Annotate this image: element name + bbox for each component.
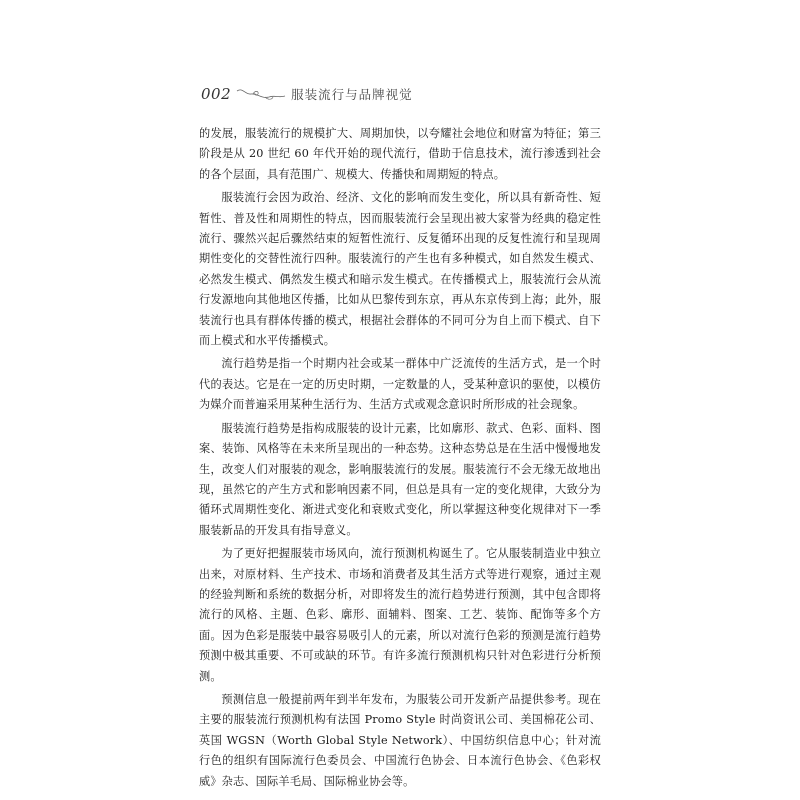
page-number: 002: [201, 85, 232, 103]
paragraph: 为了更好把握服装市场风向，流行预测机构诞生了。它从服装制造业中独立出来，对原材料、生产技术、市场和消费者及其生活方式等进行观察，通过主观的经验判断和系统的数据分析，对即将发生的流行趋势进行预测，其中包含即将流行的风格、主题、色彩、廓形、面辅料、图案、工艺、装饰、配饰等多个方面。因为色彩是服装中最容易吸引人的元素，所以对流行色彩的预测是流行趋势预测中极其重要、不可或缺的环节。有许多流行预测机构只针对色彩进行分析预测。: [199, 547, 601, 683]
paragraph: 流行趋势是指一个时期内社会或某一群体中广泛流传的生活方式，是一个时代的表达。它是在一定的历史时期，一定数量的人，受某种意识的驱使，以模仿为媒介而普遍采用某种生活行为、生活方式或观念意识时所形成的社会现象。: [199, 357, 601, 412]
body-text: [199, 124, 601, 792]
running-header: [201, 82, 413, 106]
paragraph: 服装流行会因为政治、经济、文化的影响而发生变化，所以具有新奇性、短暂性、普及性和周期性的特点，因而服装流行会呈现出被大家誉为经典的稳定性流行、骤然兴起后骤然结束的短暂性流行、反复循环出现的反复性流行和呈现周期性变化的交替性流行四种。服装流行的产生也有多种模式，如自然发生模式、必然发生模式、偶然发生模式和暗示发生模式。在传播模式上，服装流行会从流行发源地向其他地区传播，比如从巴黎传到东京，再从东京传到上海；此外，服装流行也具有群体传播的模式，根据社会群体的不同可分为自上而下模式、自下而上模式和水平传播模式。: [199, 191, 601, 348]
paragraph: 服装流行趋势是指构成服装的设计元素，比如廓形、款式、色彩、面料、图案、装饰、风格等在未来所呈现出的一种态势。这种态势总是在生活中慢慢地发生，改变人们对服装的观念，影响服装流行的发展。服装流行不会无缘无故地出现，虽然它的产生方式和影响因素不同，但总是具有一定的变化规律，大致分为循环式周期性变化、渐进式变化和衰败式变化，所以掌握这种变化规律对下一季服装新品的开发具有指导意义。: [199, 421, 601, 537]
paragraph: 的发展，服装流行的规模扩大、周期加快，以夸耀社会地位和财富为特征；第三阶段是从 20 世纪 60 年代开始的现代流行，借助于信息技术，流行渗透到社会的各个层面，具有范围广、规模大、传播快和周期短的特点。: [199, 127, 601, 181]
paragraph: 预测信息一般提前两年到半年发布，为服装公司开发新产品提供参考。现在主要的服装流行预测机构有法国 Promo Style 时尚资讯公司、美国棉花公司、英国 WGSN（Worth Global Style Network）、中国纺织信息中心；针对流行色的组织有国际流行色委员会、中国流行色协会、日本流行色协会、《色彩权威》杂志、国际羊毛局、国际棉业协会等。: [199, 692, 601, 788]
flourish-ornament-icon: [235, 85, 287, 103]
running-title: 服装流行与品牌视觉: [291, 87, 413, 102]
